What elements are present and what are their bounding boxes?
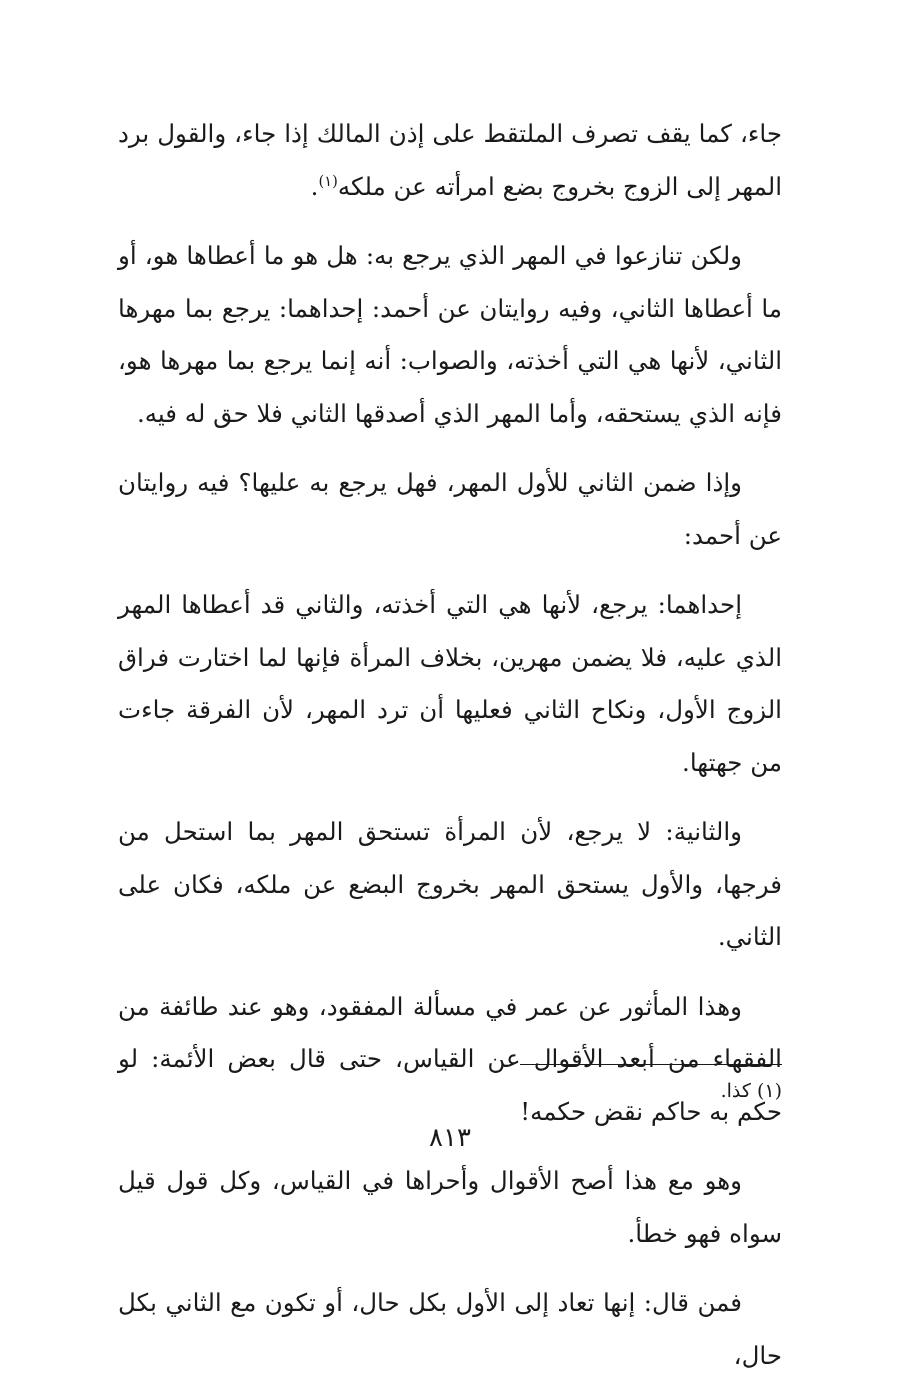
page-number: ٨١٣ bbox=[429, 1123, 471, 1153]
paragraph-5: والثانية: لا يرجع، لأن المرأة تستحق المهر بما استحل من فرجها، والأول يستحق المهر بخروج البضع عن ملكه، فكان على الثاني. bbox=[118, 817, 782, 951]
paragraph-4: إحداهما: يرجع، لأنها هي التي أخذته، والثاني قد أعطاها المهر الذي عليه، فلا يضمن مهرين، بخلاف المرأة فإنها لما اختارت فراق الزوج الأول، ونكاح الثاني فعليها أن ترد المهر، لأن الفرقة جاءت من جهتها. bbox=[118, 590, 782, 777]
paragraph-7: وهو مع هذا أصح الأقوال وأحراها في القياس، وكل قول قيل سواه فهو خطأ. bbox=[118, 1166, 782, 1248]
footnote-reference: (١) bbox=[318, 172, 338, 190]
paragraph-2: ولكن تنازعوا في المهر الذي يرجع به: هل هو ما أعطاها هو، أو ما أعطاها الثاني، وفيه روايتان عن أحمد: إحداهما: يرجع بما مهرها الثاني، لأنها هي التي أخذته، والصواب: أنه إنما يرجع بما مهرها هو، فإنه الذي يستحقه، وأما المهر الذي أصدقها الثاني فلا حق له فيه. bbox=[118, 241, 782, 428]
paragraph-3: وإذا ضمن الثاني للأول المهر، فهل يرجع به عليها؟ فيه روايتان عن أحمد: bbox=[118, 468, 782, 550]
footnote-divider bbox=[520, 1064, 782, 1065]
paragraph-1 bbox=[118, 108, 782, 213]
main-text bbox=[118, 108, 782, 1399]
footnote: (١) كذا. bbox=[720, 1080, 782, 1102]
paragraph-6: وهذا المأثور عن عمر في مسألة المفقود، وهو عند طائفة من الفقهاء من أبعد الأقوال عن القياس، حتى قال بعض الأئمة: لو حكم به حاكم نقض حكمه! bbox=[118, 991, 782, 1126]
paragraph-8: فمن قال: إنها تعاد إلى الأول بكل حال، أو تكون مع الثاني بكل حال، bbox=[118, 1288, 782, 1370]
paragraph-1-text: جاء، كما يقف تصرف الملتقط على إذن المالك إذا جاء، والقول برد المهر إلى الزوج بخروج بضع امرأته عن ملكه bbox=[118, 119, 782, 201]
paragraph-1-end: . bbox=[310, 171, 319, 201]
